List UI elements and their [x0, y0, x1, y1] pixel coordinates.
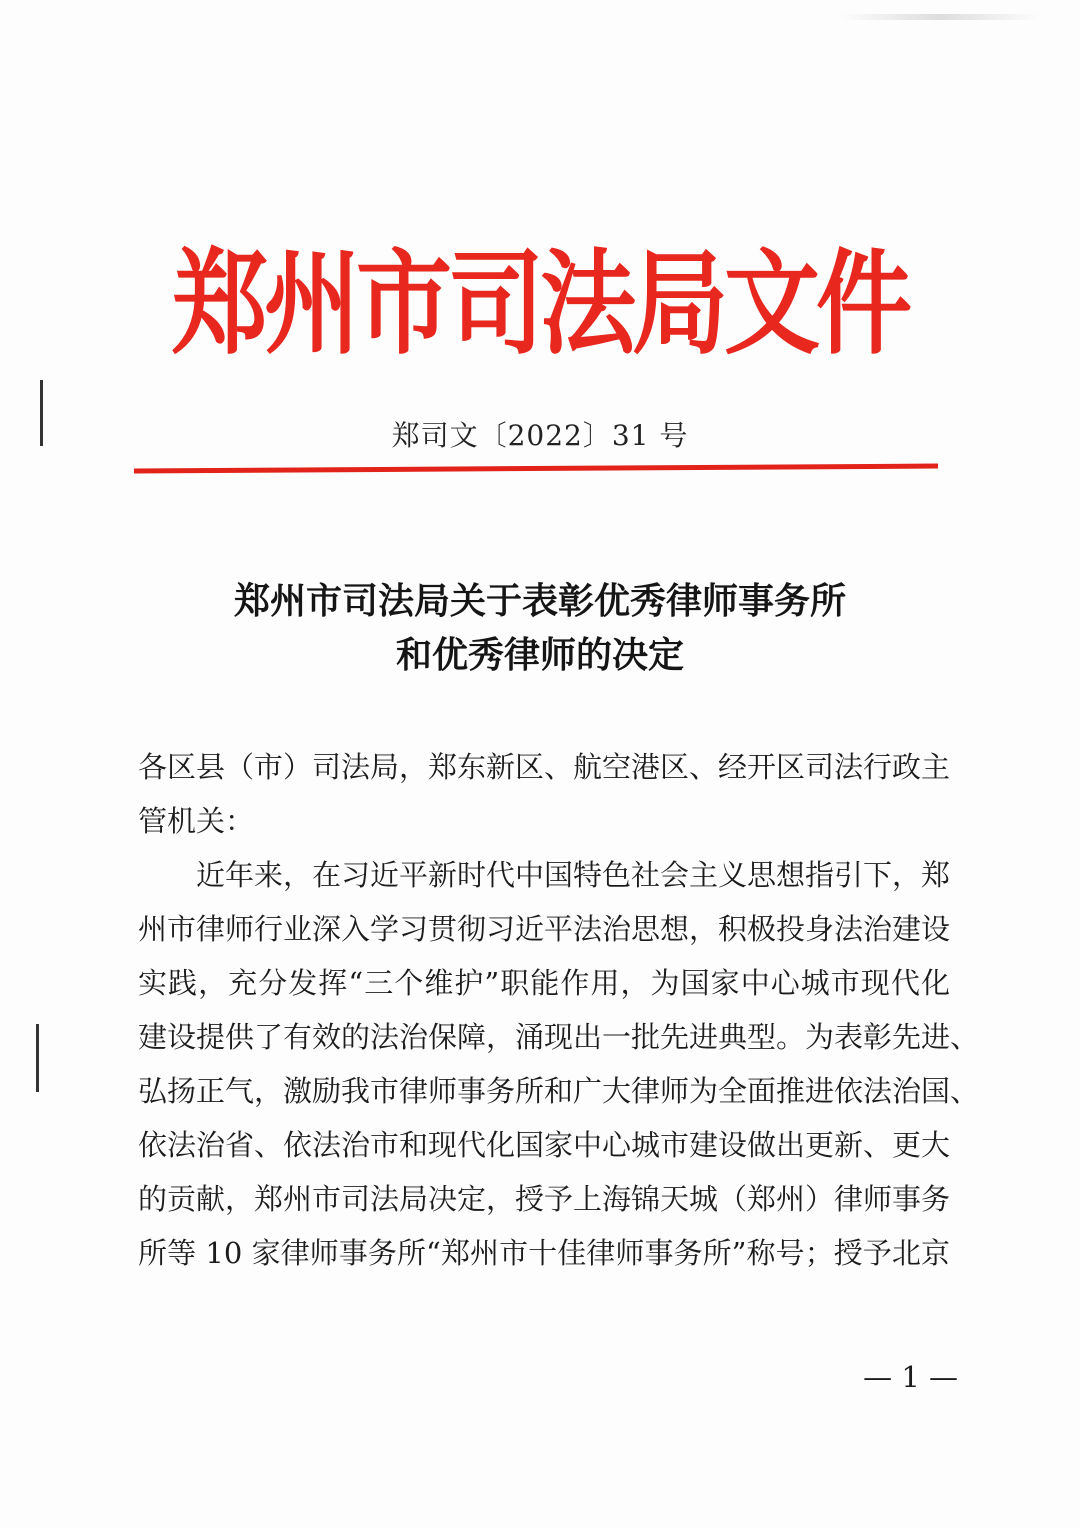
binding-mark — [36, 1024, 39, 1092]
masthead-title: 郑州市司法局文件 — [172, 236, 908, 371]
red-divider-line — [134, 464, 938, 474]
scan-smudge — [840, 14, 1040, 20]
page-number: — 1 — — [863, 1360, 958, 1394]
addressee-line: 各区县（市）司法局，郑东新区、航空港区、经开区司法行政主 — [138, 750, 951, 784]
body-line: 所等 10 家律师事务所“郑州市十佳律师事务所”称号；授予北京 — [138, 1236, 950, 1270]
title-line: 郑州市司法局关于表彰优秀律师事务所 — [233, 580, 846, 622]
body-line: 实践，充分发挥“三个维护”职能作用，为国家中心城市现代化 — [138, 966, 950, 1000]
body-line: 近年来，在习近平新时代中国特色社会主义思想指引下，郑 — [138, 858, 951, 892]
addressee-line: 管机关： — [138, 804, 255, 838]
document-body — [138, 740, 980, 1280]
document-title — [0, 574, 1080, 682]
body-line: 建设提供了有效的法治保障，涌现出一批先进典型。为表彰先进、 — [138, 1020, 980, 1054]
body-line: 州市律师行业深入学习贯彻习近平法治思想，积极投身法治建设 — [138, 912, 951, 946]
document-number: 郑司文〔2022〕31 号 — [391, 419, 689, 452]
body-line: 的贡献，郑州市司法局决定，授予上海锦天城（郑州）律师事务 — [138, 1182, 951, 1216]
body-line: 弘扬正气，激励我市律师事务所和广大律师为全面推进依法治国、 — [138, 1074, 980, 1108]
title-line: 和优秀律师的决定 — [395, 634, 684, 676]
body-line: 依法治省、依法治市和现代化国家中心城市建设做出更新、更大 — [138, 1128, 951, 1162]
